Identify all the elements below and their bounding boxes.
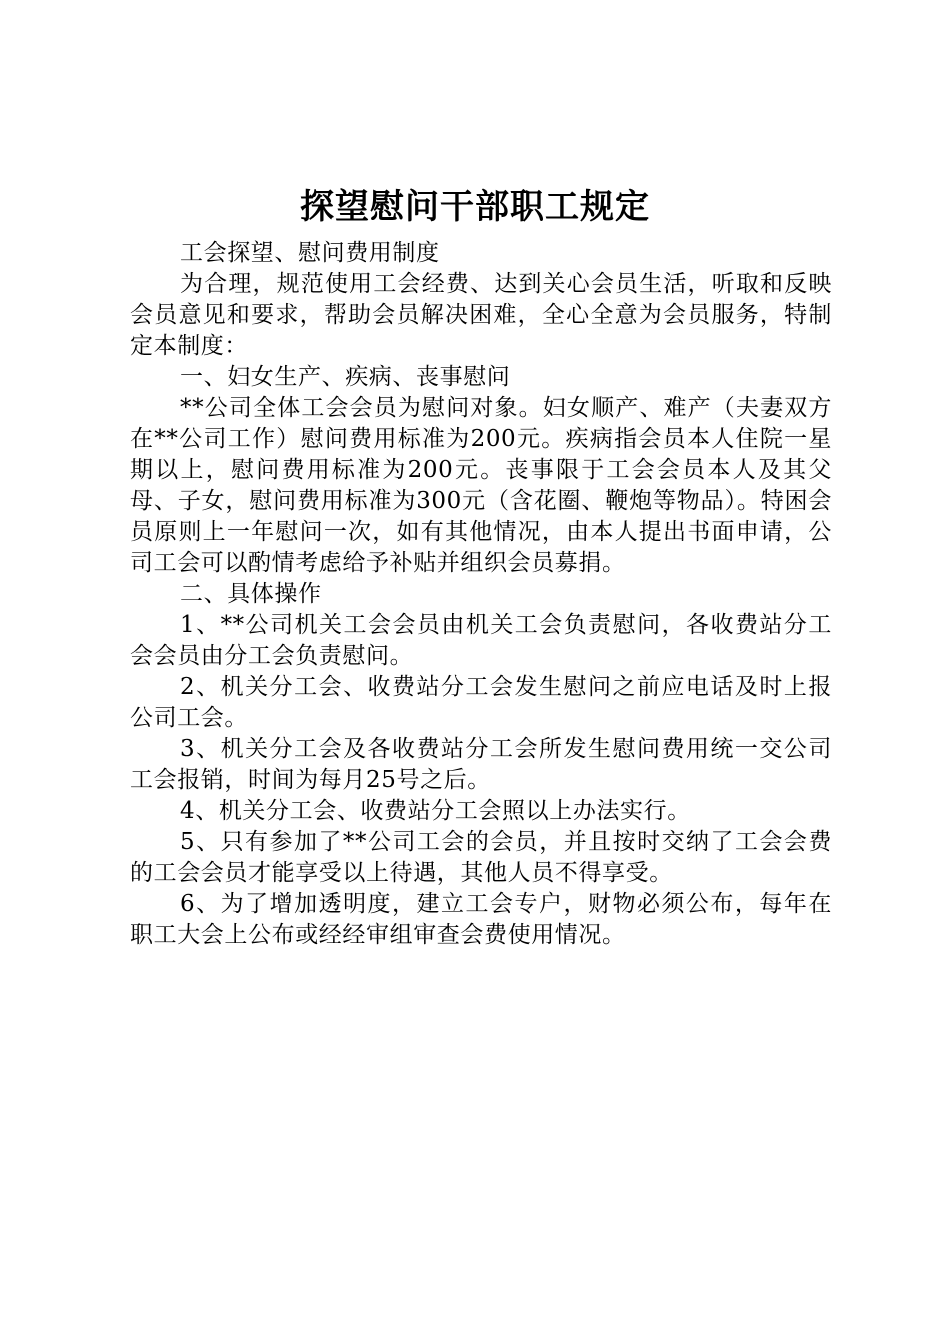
document-title: 探望慰问干部职工规定	[300, 187, 650, 227]
section-heading-1: 一、妇女生产、疾病、丧事慰问	[180, 364, 511, 390]
paragraph-item-2: 2、机关分工会、收费站分工会发生慰问之前应电话及时上报公司工会。	[130, 674, 832, 731]
paragraph-item-3: 3、机关分工会及各收费站分工会所发生慰问费用统一交公司工会报销，时间为每月25号之后。	[130, 736, 832, 793]
paragraph-subtitle: 工会探望、慰问费用制度	[180, 240, 440, 266]
document-body	[130, 238, 832, 951]
paragraph-item-5: 5、只有参加了**公司工会的会员，并且按时交纳了工会会费的工会会员才能享受以上待遇，其他人员不得享受。	[130, 829, 832, 886]
paragraph-item-1: 1、**公司机关工会会员由机关工会负责慰问，各收费站分工会会员由分工会负责慰问。	[130, 612, 832, 669]
section-heading-2: 二、具体操作	[180, 581, 322, 607]
paragraph-purpose: 为合理，规范使用工会经费、达到关心会员生活，听取和反映会员意见和要求，帮助会员解决困难，全心全意为会员服务，特制定本制度：	[130, 271, 832, 359]
paragraph-condolence-standards: **公司全体工会会员为慰问对象。妇女顺产、难产（夫妻双方在**公司工作）慰问费用标准为200元。疾病指会员本人住院一星期以上，慰问费用标准为200元。丧事限于工会会员本人及其父母、子女，慰问费用标准为300元（含花圈、鞭炮等物品）。特困会员原则上一年慰问一次，如有其他情况，由本人提出书面申请，公司工会可以酌情考虑给予补贴并组织会员募捐。	[130, 395, 832, 576]
paragraph-item-6: 6、为了增加透明度，建立工会专户，财物必须公布，每年在职工大会上公布或经经审组审查会费使用情况。	[130, 891, 832, 948]
paragraph-item-4: 4、机关分工会、收费站分工会照以上办法实行。	[180, 798, 691, 824]
